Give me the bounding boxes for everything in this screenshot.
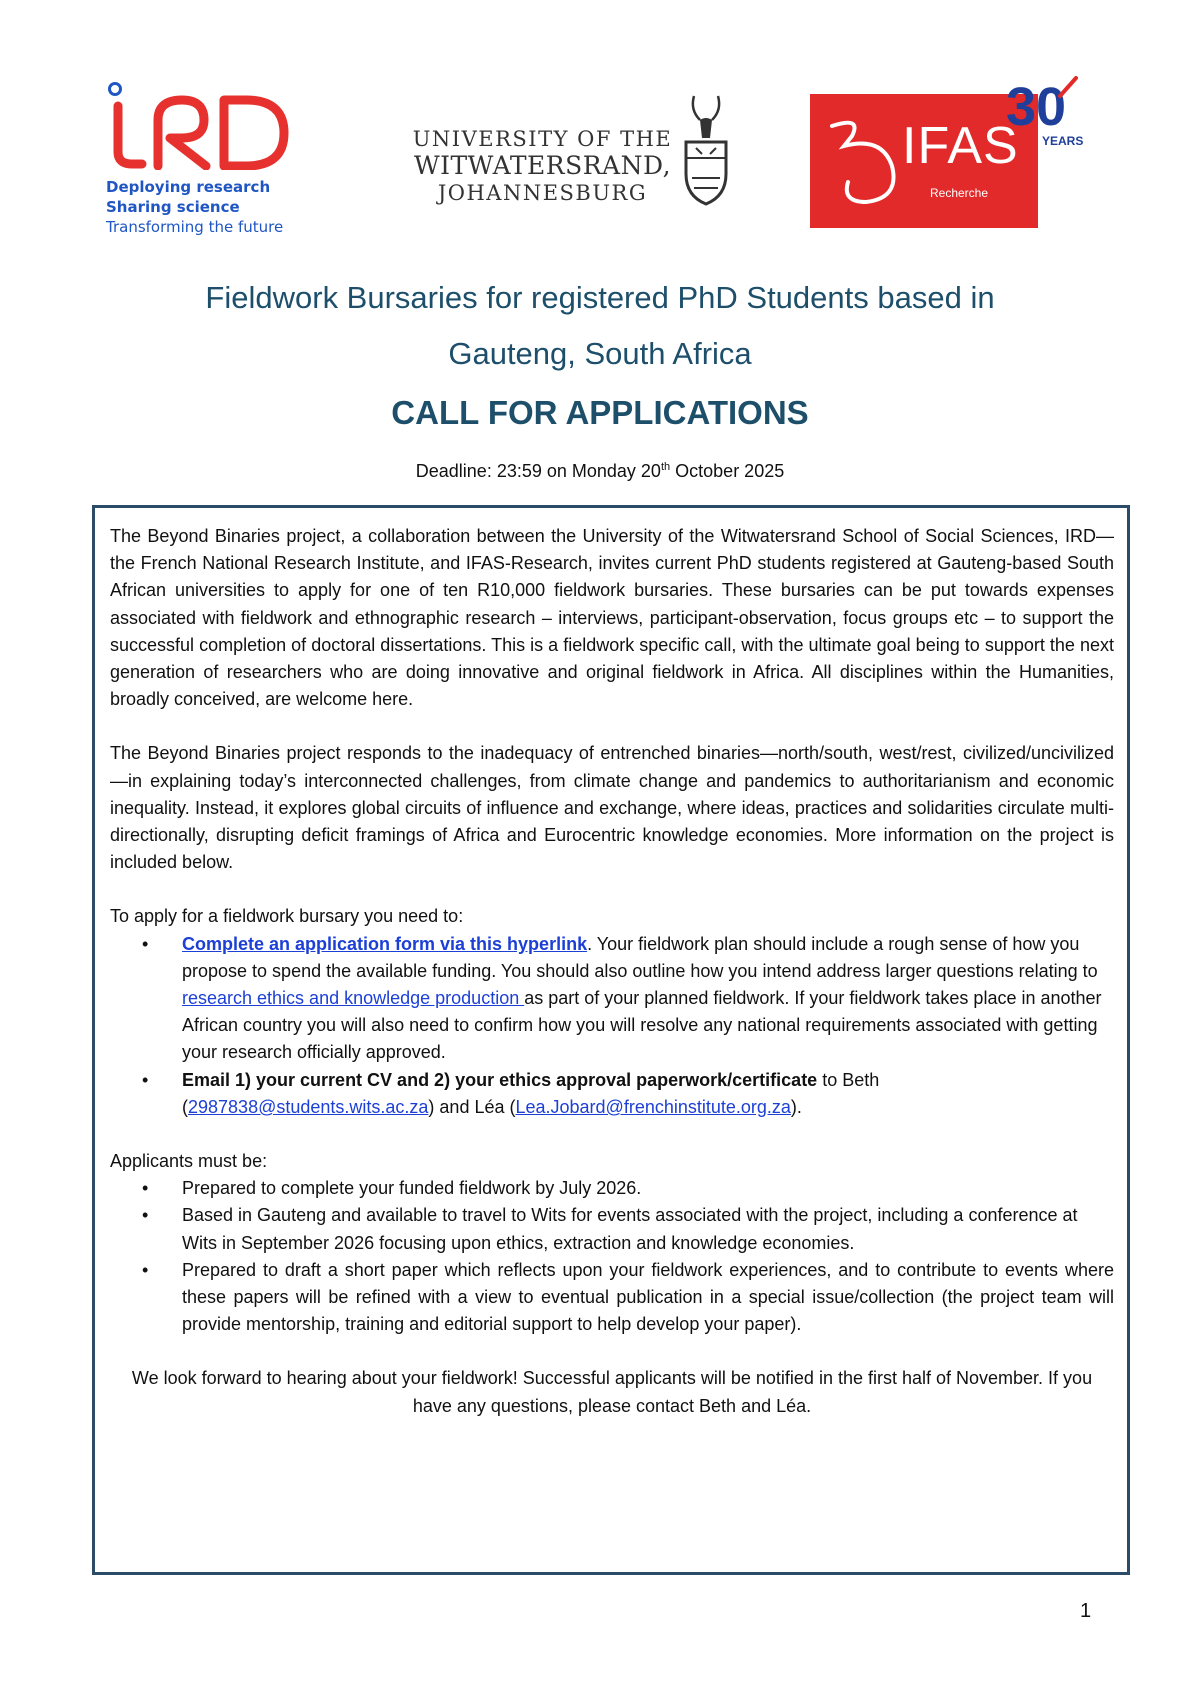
requirement-text: Prepared to draft a short paper which reflects upon your fieldwork experiences, and to contribute to events where these papers will be refined with a view to eventual publication in a special issue/collection (the project team will provide mentorship, training and editorial support to help develop your paper).	[182, 1259, 1114, 1335]
deadline-superscript: th	[660, 461, 671, 473]
requirements-intro: Applicants must be:	[110, 1151, 268, 1172]
page-number: 1	[1080, 1600, 1092, 1622]
requirement-text: Prepared to complete your funded fieldwork by July 2026.	[182, 1178, 642, 1199]
requirement-text: Based in Gauteng and available to travel to Wits for events associated with the project, including a conference at Wits in September 2026 focusing upon ethics, extraction and knowledge economies.	[182, 1205, 1078, 1253]
list-item	[110, 1067, 1114, 1121]
deadline-prefix: Deadline: 23:59 on Monday 20	[415, 461, 661, 481]
deadline-suffix: October 2025	[675, 461, 785, 481]
title-line-2: Gauteng, South Africa	[448, 336, 752, 371]
wits-logo	[410, 92, 730, 212]
closing-paragraph: We look forward to hearing about your fieldwork! Successful applicants will be notified in the first half of November. If you have any questions, please contact Beth and Léa.	[131, 1368, 1093, 1416]
page-title	[0, 270, 1200, 382]
apply-list	[110, 931, 1114, 1121]
lea-email-link[interactable]: Lea.Jobard@frenchinstitute.org.za	[515, 1096, 791, 1117]
bullet-icon: •	[142, 1205, 149, 1226]
ird-wordmark-icon	[106, 80, 296, 170]
ifas-anniversary-number: 30	[1006, 77, 1067, 137]
bullet-icon: •	[142, 933, 149, 954]
deadline	[0, 461, 1200, 482]
wits-line-3: JOHANNESBURG	[437, 181, 648, 205]
ifas-anniversary-years: YEARS	[1042, 134, 1084, 148]
list-item	[110, 1257, 1114, 1339]
ird-logo	[106, 80, 306, 240]
research-ethics-link[interactable]: research ethics and knowledge production	[182, 988, 525, 1009]
ifas-wordmark: IFAS	[902, 117, 1019, 175]
apply-text-2c: ).	[790, 1096, 802, 1117]
ird-tagline-3: Transforming the future	[106, 218, 284, 236]
content-body	[110, 523, 1114, 1420]
application-form-link[interactable]: Complete an application form via this hyperlink	[182, 933, 588, 954]
apply-email-instruction: Email 1) your current CV and 2) your ethics approval paperwork/certificate	[182, 1069, 818, 1090]
apply-text-2b: ) and Léa (	[428, 1096, 516, 1117]
wits-line-2: WITWATERSRAND,	[413, 151, 672, 180]
bullet-icon: •	[142, 1259, 149, 1280]
title-line-1: Fieldwork Bursaries for registered PhD Students based in	[205, 280, 995, 315]
requirements-list	[110, 1175, 1114, 1338]
beth-email-link[interactable]: 2987838@students.wits.ac.za	[188, 1096, 429, 1117]
bullet-icon: •	[142, 1178, 149, 1199]
list-item	[110, 1175, 1114, 1202]
apply-text-1b: as part of your planned fieldwork. If your fieldwork takes place in another African country you will also need to confirm how you will resolve any national requirements associated with getting your research officially approved.	[182, 988, 1102, 1063]
bullet-icon: •	[142, 1069, 149, 1090]
call-heading: CALL FOR APPLICATIONS	[391, 394, 809, 431]
list-item	[110, 931, 1114, 1067]
intro-paragraph: The Beyond Binaries project, a collaboration between the University of the Witwatersrand School of Social Sciences, IRD—the French National Research Institute, and IFAS-Research, invites current PhD students registered at Gauteng-based South African universities to apply for one of ten R10,000 fieldwork bursaries. These bursaries can be put towards expenses associated with fieldwork and ethnographic research – interviews, participant-observation, focus groups etc – to support the successful completion of doctoral dissertations. This is a fieldwork specific call, with the ultimate goal being to support the next generation of researchers who are doing innovative and original fieldwork in Africa. All disciplines within the Humanities, broadly conceived, are welcome here.	[110, 526, 1114, 710]
apply-text-1a: . Your fieldwork plan should include a rough sense of how you propose to spend the available funding. You should also outline how you intend address larger questions relating to	[182, 933, 1098, 981]
wits-crest-icon	[680, 92, 732, 212]
ifas-logo	[810, 76, 1110, 236]
ifas-subtitle: Recherche	[929, 186, 989, 200]
apply-intro: To apply for a fieldwork bursary you need to:	[110, 906, 464, 927]
list-item	[110, 1202, 1114, 1256]
project-paragraph: The Beyond Binaries project responds to the inadequacy of entrenched binaries—north/south, west/rest, civilized/uncivilized—in explaining today’s interconnected challenges, from climate change and pandemics to authoritarianism and economic inequality. Instead, it explores global circuits of influence and exchange, where ideas, practices and solidarities circulate multi-directionally, disrupting deficit framings of Africa and Eurocentric knowledge economies. More information on the project is included below.	[110, 743, 1114, 873]
ifas-tick-icon	[1056, 76, 1080, 102]
apply-text-2a: to Beth (	[182, 1069, 880, 1117]
ird-tagline-1: Deploying research	[106, 178, 271, 196]
ird-tagline-2: Sharing science	[106, 198, 240, 216]
wits-line-1: UNIVERSITY OF THE	[412, 127, 673, 151]
